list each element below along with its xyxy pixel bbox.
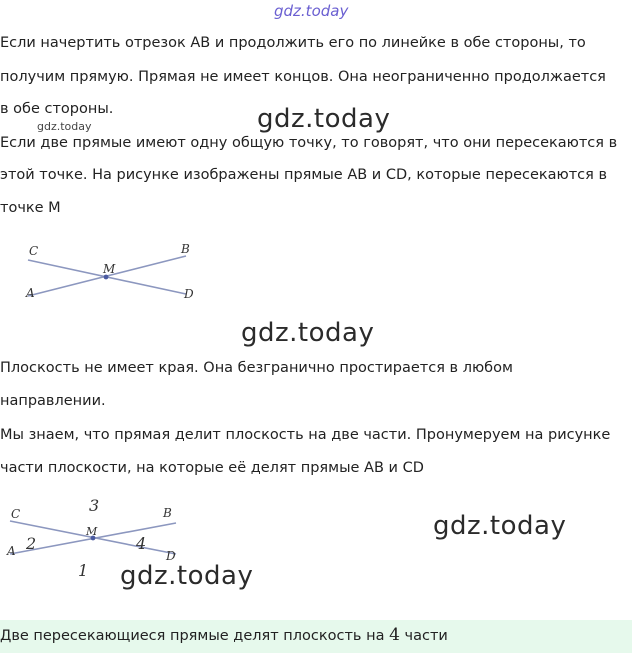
- label-b: B: [181, 242, 190, 256]
- part-number-4: 4: [136, 534, 147, 553]
- paragraph-line: Плоскость не имеет края. Она безгранично простирается в любом: [0, 360, 513, 376]
- watermark-large: gdz.today: [120, 561, 254, 591]
- conclusion-suffix: части: [399, 628, 448, 644]
- label-m: M: [103, 262, 116, 276]
- watermark-large: gdz.today: [241, 318, 375, 348]
- paragraph-line: Если начертить отрезок АВ и продолжить его по линейке в обе стороны, то: [0, 35, 586, 51]
- part-number-1: 1: [78, 561, 89, 580]
- label-d: D: [184, 287, 194, 301]
- label-d: D: [166, 549, 176, 563]
- paragraph-line: направлении.: [0, 393, 106, 409]
- paragraph-line: точке М: [0, 200, 61, 216]
- conclusion-text: Две пересекающиеся прямые делят плоскость на: [0, 628, 390, 644]
- intersecting-lines-figure: [0, 234, 215, 324]
- part-number-2: 2: [26, 534, 37, 553]
- label-a: A: [26, 286, 35, 300]
- paragraph-line: Если две прямые имеют одну общую точку, то говорят, что они пересекаются в: [0, 135, 618, 151]
- label-m: M: [86, 525, 98, 538]
- paragraph-line: этой точке. На рисунке изображены прямые АВ и CD, которые пересекаются в: [0, 167, 608, 183]
- watermark-top: gdz.today: [274, 2, 349, 20]
- paragraph-line: получим прямую. Прямая не имеет концов. Она неограниченно продолжается: [0, 69, 606, 85]
- label-c: C: [11, 507, 21, 521]
- label-a: A: [7, 544, 16, 558]
- label-c: C: [29, 244, 39, 258]
- watermark-large: gdz.today: [433, 511, 567, 541]
- part-number-3: 3: [89, 496, 100, 515]
- paragraph-line: Мы знаем, что прямая делит плоскость на две части. Пронумеруем на рисунке: [0, 427, 611, 443]
- paragraph-line: в обе стороны.: [0, 101, 114, 117]
- conclusion-number: 4: [389, 625, 400, 645]
- conclusion-banner: [0, 620, 632, 653]
- paragraph-line: части плоскости, на которые её делят прямые АВ и CD: [0, 460, 424, 476]
- watermark-small: gdz.today: [37, 120, 92, 133]
- label-b: B: [163, 506, 172, 520]
- watermark-large: gdz.today: [257, 104, 391, 134]
